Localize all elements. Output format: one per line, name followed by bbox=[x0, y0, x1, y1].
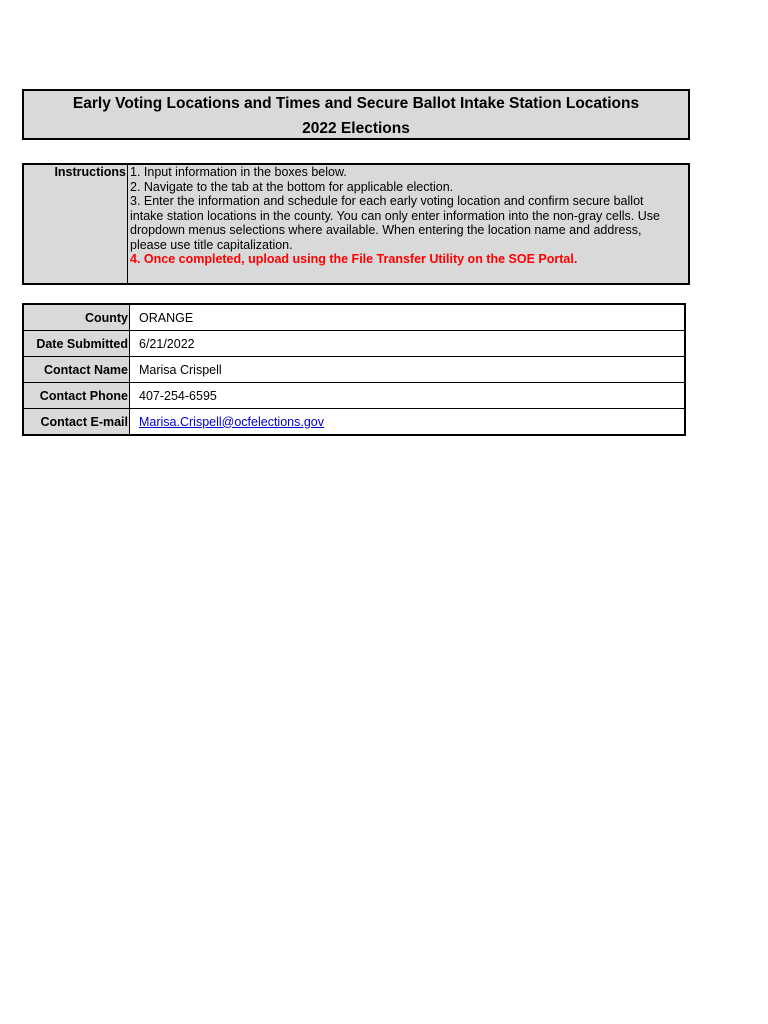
instructions-text bbox=[130, 165, 686, 267]
instructions-label: Instructions bbox=[24, 165, 128, 283]
table-row bbox=[23, 304, 685, 331]
document-subtitle: 2022 Elections bbox=[302, 120, 410, 137]
instruction-line: 1. Input information in the boxes below. bbox=[130, 165, 347, 179]
document-title: Early Voting Locations and Times and Secure Ballot Intake Station Locations bbox=[72, 95, 640, 112]
instruction-line: 2. Navigate to the tab at the bottom for applicable election. bbox=[130, 179, 454, 194]
contact-email-field[interactable] bbox=[130, 409, 686, 436]
document-title-box bbox=[22, 89, 690, 140]
instruction-line: intake station locations in the county. You can only enter information into the non-gray cells. Use bbox=[130, 208, 660, 223]
table-row bbox=[23, 383, 685, 409]
table-row bbox=[23, 409, 685, 436]
county-field[interactable]: ORANGE bbox=[130, 304, 686, 331]
instruction-line: please use title capitalization. bbox=[130, 237, 293, 252]
instruction-upload-line: 4. Once completed, upload using the File Transfer Utility on the SOE Portal. bbox=[130, 252, 578, 266]
county-label: County bbox=[23, 304, 130, 331]
contact-name-field[interactable]: Marisa Crispell bbox=[130, 357, 686, 383]
contact-email-label: Contact E-mail bbox=[23, 409, 130, 436]
contact-phone-field[interactable]: 407-254-6595 bbox=[130, 383, 686, 409]
instruction-line: 3. Enter the information and schedule for each early voting location and confirm secure ballot bbox=[130, 194, 644, 208]
instructions-box bbox=[22, 163, 690, 285]
table-row bbox=[23, 331, 685, 357]
contact-info-table bbox=[22, 303, 686, 436]
contact-phone-label: Contact Phone bbox=[23, 383, 130, 409]
contact-email-link[interactable]: Marisa.Crispell@ocfelections.gov bbox=[139, 414, 324, 429]
table-row bbox=[23, 357, 685, 383]
date-submitted-label: Date Submitted bbox=[23, 331, 130, 357]
instruction-line: dropdown menus selections where available. When entering the location name and address, bbox=[130, 223, 642, 237]
contact-name-label: Contact Name bbox=[23, 357, 130, 383]
date-submitted-field[interactable]: 6/21/2022 bbox=[130, 331, 686, 357]
